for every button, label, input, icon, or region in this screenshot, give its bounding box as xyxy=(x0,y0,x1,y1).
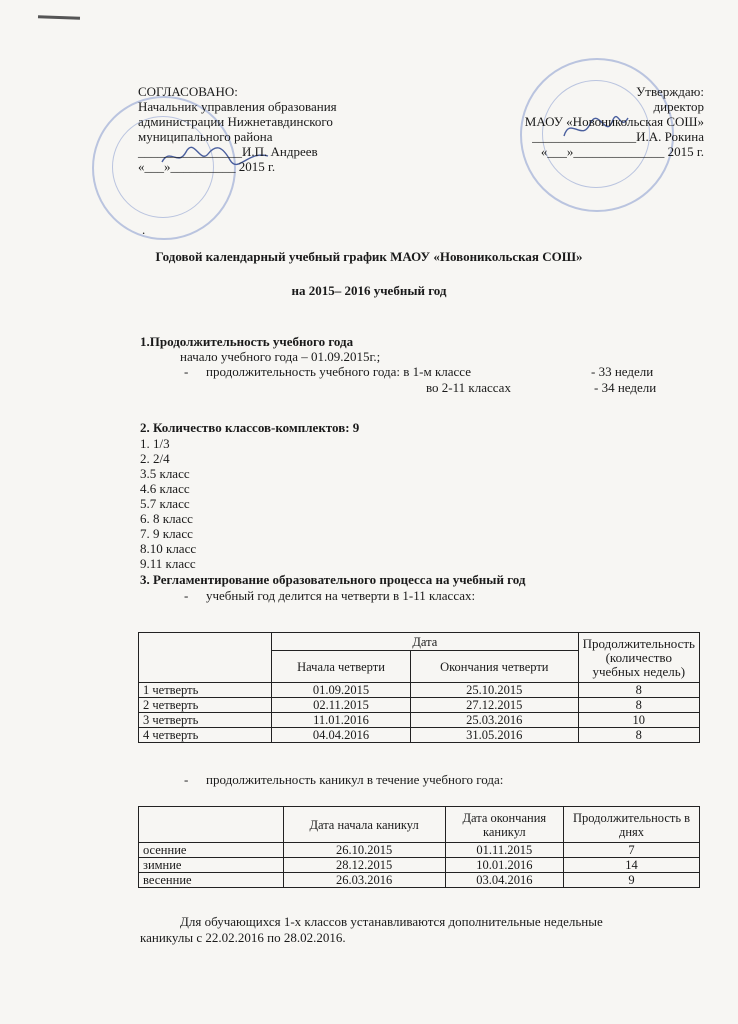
holiday-start: 26.03.2016 xyxy=(283,873,445,888)
section3-heading: 3. Регламентирование образовательного процесса на учебный год xyxy=(140,572,526,587)
holiday-start: 28.12.2015 xyxy=(283,858,445,873)
approval-left-l1: СОГЛАСОВАНО: xyxy=(138,84,238,99)
holiday-days: 7 xyxy=(564,843,700,858)
approval-left-l2: Начальник управления образования xyxy=(138,99,337,114)
holiday-days: 14 xyxy=(564,858,700,873)
extra-holidays-line1: Для обучающихся 1-х классов устанавливаются дополнительные недельные xyxy=(180,914,603,929)
holiday-start: 26.10.2015 xyxy=(283,843,445,858)
quarter-weeks: 8 xyxy=(578,683,699,698)
quarter-weeks: 10 xyxy=(578,713,699,728)
table-cell xyxy=(139,633,272,683)
header-start: Начала четверти xyxy=(272,651,411,683)
holiday-days: 9 xyxy=(564,873,700,888)
section2-heading: 2. Количество классов-комплектов: 9 xyxy=(140,420,360,435)
quarter-start: 04.04.2016 xyxy=(272,728,411,743)
header-holiday-end: Дата окончания каникул xyxy=(445,807,564,843)
section3-dash2: - xyxy=(184,772,189,787)
table-row xyxy=(139,633,700,651)
quarters-table xyxy=(138,632,700,743)
section1-duration-1: - 33 недели xyxy=(591,364,654,379)
section1-start: начало учебного года – 01.09.2015г.; xyxy=(180,349,381,364)
extra-holidays-line2: каникулы с 22.02.2016 по 28.02.2016. xyxy=(140,930,346,945)
quarter-end: 25.03.2016 xyxy=(411,713,579,728)
holiday-name: весенние xyxy=(139,873,284,888)
scan-mark xyxy=(38,15,80,19)
header-duration: Продолжительность (количество учебных недель) xyxy=(578,633,699,683)
approval-left-l4: муниципального района xyxy=(138,129,273,144)
approval-right-l4: ________________И.А. Рокина xyxy=(532,129,704,144)
quarter-name: 1 четверть xyxy=(139,683,272,698)
section1-heading: 1.Продолжительность учебного года xyxy=(140,334,354,349)
header-end: Окончания четверти xyxy=(411,651,579,683)
approval-right xyxy=(525,84,704,159)
table-cell xyxy=(139,807,284,843)
section1-duration-label: продолжительность учебного года: в 1-м классе xyxy=(206,364,471,379)
table-row xyxy=(139,728,700,743)
quarter-start: 11.01.2016 xyxy=(272,713,411,728)
table-row xyxy=(139,683,700,698)
holiday-end: 10.01.2016 xyxy=(445,858,564,873)
holidays-table xyxy=(138,806,700,888)
quarter-name: 3 четверть xyxy=(139,713,272,728)
approval-right-l2: директор xyxy=(653,99,704,114)
approval-left-l6: «___»__________ 2015 г. xyxy=(138,159,276,174)
holiday-name: зимние xyxy=(139,858,284,873)
approval-right-l1: Утверждаю: xyxy=(636,84,704,99)
page-subtitle: на 2015– 2016 учебный год xyxy=(291,283,447,298)
stray-dot: . xyxy=(142,222,146,237)
holidays-intro: продолжительность каникул в течение учебного года: xyxy=(206,772,504,787)
list-item: 4.6 класс xyxy=(140,481,190,496)
table-row xyxy=(139,843,700,858)
approval-left xyxy=(138,84,337,174)
section1-dash: - xyxy=(184,364,189,379)
approval-right-l5: «___»______________ 2015 г. xyxy=(540,144,704,159)
list-item: 3.5 класс xyxy=(140,466,190,481)
table-row xyxy=(139,807,700,843)
quarter-weeks: 8 xyxy=(578,728,699,743)
approval-left-l3: администрации Нижнетавдинского xyxy=(138,114,333,129)
table-row xyxy=(139,873,700,888)
class-list xyxy=(140,436,196,571)
list-item: 7. 9 класс xyxy=(140,526,193,541)
header-holiday-duration: Продолжительность в днях xyxy=(564,807,700,843)
list-item: 8.10 класс xyxy=(140,541,197,556)
holiday-name: осенние xyxy=(139,843,284,858)
list-item: 2. 2/4 xyxy=(140,451,170,466)
quarter-end: 31.05.2016 xyxy=(411,728,579,743)
quarter-name: 4 четверть xyxy=(139,728,272,743)
list-item: 9.11 класс xyxy=(140,556,196,571)
header-date: Дата xyxy=(272,633,579,651)
quarter-end: 27.12.2015 xyxy=(411,698,579,713)
list-item: 1. 1/3 xyxy=(140,436,170,451)
table-row xyxy=(139,858,700,873)
list-item: 6. 8 класс xyxy=(140,511,193,526)
section1-grades-2-11: во 2-11 классах xyxy=(426,380,511,395)
quarter-start: 02.11.2015 xyxy=(272,698,411,713)
quarter-name: 2 четверть xyxy=(139,698,272,713)
holiday-end: 03.04.2016 xyxy=(445,873,564,888)
table-row xyxy=(139,713,700,728)
quarters-intro: учебный год делится на четверти в 1-11 классах: xyxy=(206,588,476,603)
page-title: Годовой календарный учебный график МАОУ «Новоникольская СОШ» xyxy=(155,249,583,264)
list-item: 5.7 класс xyxy=(140,496,190,511)
quarter-weeks: 8 xyxy=(578,698,699,713)
header-holiday-start: Дата начала каникул xyxy=(283,807,445,843)
table-row xyxy=(139,698,700,713)
section3-dash: - xyxy=(184,588,189,603)
quarter-start: 01.09.2015 xyxy=(272,683,411,698)
approval-left-l5: ________________И.П. Андреев xyxy=(138,144,318,159)
section1-duration-2: - 34 недели xyxy=(594,380,657,395)
quarter-end: 25.10.2015 xyxy=(411,683,579,698)
approval-right-l3: МАОУ «Новоникольская СОШ» xyxy=(524,114,704,129)
holiday-end: 01.11.2015 xyxy=(445,843,564,858)
